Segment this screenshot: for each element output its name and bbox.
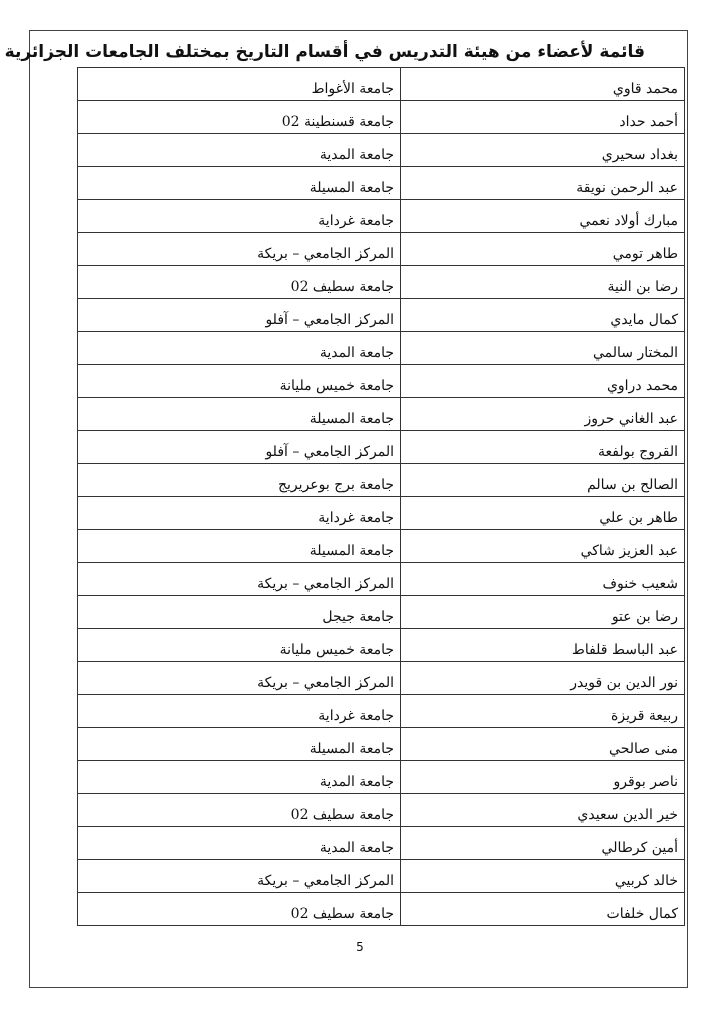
university-name: جامعة خميس مليانة — [279, 642, 394, 658]
university-cell — [78, 464, 401, 497]
university-name: جامعة غرداية — [318, 213, 394, 229]
university-name: جامعة المسيلة — [309, 543, 394, 559]
table-row — [78, 530, 685, 563]
university-name: جامعة سطيف 02 — [290, 906, 394, 922]
table-row — [78, 893, 685, 926]
university-name: جامعة المسيلة — [309, 411, 394, 427]
university-name: جامعة سطيف 02 — [290, 807, 394, 823]
university-cell — [78, 200, 401, 233]
member-name-cell — [401, 893, 685, 926]
university-cell — [78, 596, 401, 629]
university-name: جامعة غرداية — [318, 510, 394, 526]
university-cell — [78, 860, 401, 893]
university-cell — [78, 266, 401, 299]
member-name-cell — [401, 365, 685, 398]
member-name: خير الدين سعيدي — [577, 807, 678, 823]
table-row — [78, 563, 685, 596]
member-name-cell — [401, 200, 685, 233]
member-name-cell — [401, 563, 685, 596]
university-name: جامعة المسيلة — [309, 741, 394, 757]
university-cell — [78, 893, 401, 926]
member-name: محمد دراوي — [606, 378, 678, 394]
university-name: جامعة قسنطينة 02 — [281, 114, 394, 130]
document-title: قائمة لأعضاء من هيئة التدريس في أقسام التاريخ بمختلف الجامعات الجزائرية — [4, 42, 645, 62]
member-name: شعيب خنوف — [602, 576, 678, 592]
university-name: المركز الجامعي – آفلو — [265, 444, 394, 460]
university-name: جامعة المدية — [319, 345, 394, 361]
university-name: جامعة المدية — [319, 840, 394, 856]
member-name: أحمد حداد — [619, 114, 678, 130]
university-name: المركز الجامعي – بريكة — [257, 675, 394, 691]
member-name: طاهر تومي — [612, 246, 678, 262]
member-name-cell — [401, 101, 685, 134]
university-name: المركز الجامعي – آفلو — [265, 312, 394, 328]
member-name-cell — [401, 68, 685, 101]
member-name-cell — [401, 233, 685, 266]
table-row — [78, 134, 685, 167]
table-row — [78, 365, 685, 398]
member-name: محمد قاوي — [612, 81, 678, 97]
member-name-cell — [401, 332, 685, 365]
faculty-table-body — [78, 68, 685, 926]
university-name: جامعة سطيف 02 — [290, 279, 394, 295]
university-cell — [78, 794, 401, 827]
member-name: رضا بن النية — [607, 279, 678, 295]
member-name: الصالح بن سالم — [587, 477, 678, 493]
member-name-cell — [401, 728, 685, 761]
university-cell — [78, 761, 401, 794]
university-cell — [78, 629, 401, 662]
table-row — [78, 299, 685, 332]
member-name-cell — [401, 761, 685, 794]
member-name: القروج بولفعة — [598, 444, 678, 460]
table-row — [78, 629, 685, 662]
table-row — [78, 464, 685, 497]
member-name: مبارك أولاد نعمي — [579, 213, 678, 229]
member-name: منى صالحي — [609, 741, 678, 757]
table-row — [78, 761, 685, 794]
member-name-cell — [401, 497, 685, 530]
university-cell — [78, 365, 401, 398]
table-row — [78, 101, 685, 134]
faculty-table — [77, 67, 685, 926]
university-cell — [78, 827, 401, 860]
university-name: جامعة الأغواط — [311, 81, 394, 97]
table-row — [78, 827, 685, 860]
table-row — [78, 332, 685, 365]
table-row — [78, 200, 685, 233]
member-name: عبد الرحمن نويقة — [576, 180, 678, 196]
table-row — [78, 860, 685, 893]
university-name: المركز الجامعي – بريكة — [257, 873, 394, 889]
member-name: رضا بن عتو — [611, 609, 678, 625]
table-row — [78, 497, 685, 530]
university-cell — [78, 68, 401, 101]
member-name-cell — [401, 662, 685, 695]
university-name: المركز الجامعي – بريكة — [257, 576, 394, 592]
university-cell — [78, 101, 401, 134]
university-cell — [78, 431, 401, 464]
member-name: ربيعة قريزة — [611, 708, 678, 724]
member-name: ناصر بوقرو — [613, 774, 678, 790]
member-name-cell — [401, 794, 685, 827]
member-name-cell — [401, 530, 685, 563]
university-name: جامعة المدية — [319, 147, 394, 163]
table-row — [78, 728, 685, 761]
university-cell — [78, 299, 401, 332]
member-name: بغداد سحيري — [601, 147, 678, 163]
member-name: طاهر بن علي — [599, 510, 678, 526]
member-name: عبد العزيز شاكي — [580, 543, 678, 559]
university-name: جامعة المسيلة — [309, 180, 394, 196]
member-name-cell — [401, 827, 685, 860]
table-row — [78, 431, 685, 464]
table-row — [78, 695, 685, 728]
member-name-cell — [401, 167, 685, 200]
table-row — [78, 233, 685, 266]
member-name: نور الدين بن قويدر — [570, 675, 678, 691]
member-name-cell — [401, 695, 685, 728]
university-cell — [78, 662, 401, 695]
university-cell — [78, 563, 401, 596]
university-name: جامعة غرداية — [318, 708, 394, 724]
university-name: جامعة المدية — [319, 774, 394, 790]
member-name-cell — [401, 464, 685, 497]
member-name-cell — [401, 596, 685, 629]
table-row — [78, 596, 685, 629]
member-name-cell — [401, 398, 685, 431]
university-name: جامعة جيجل — [322, 609, 394, 625]
table-row — [78, 266, 685, 299]
member-name: أمين كرطالي — [601, 840, 678, 856]
university-cell — [78, 398, 401, 431]
member-name: خالد كربيي — [614, 873, 678, 889]
table-row — [78, 662, 685, 695]
member-name: المختار سالمي — [592, 345, 678, 361]
table-row — [78, 794, 685, 827]
university-cell — [78, 728, 401, 761]
university-cell — [78, 530, 401, 563]
university-cell — [78, 497, 401, 530]
table-row — [78, 398, 685, 431]
member-name: عبد الغاني حروز — [584, 411, 678, 427]
table-row — [78, 68, 685, 101]
member-name: كمال خلفات — [606, 906, 678, 922]
page-number: 5 — [356, 940, 364, 954]
member-name-cell — [401, 266, 685, 299]
member-name-cell — [401, 431, 685, 464]
university-cell — [78, 332, 401, 365]
member-name-cell — [401, 299, 685, 332]
university-cell — [78, 233, 401, 266]
member-name-cell — [401, 629, 685, 662]
university-cell — [78, 695, 401, 728]
member-name-cell — [401, 134, 685, 167]
university-name: جامعة خميس مليانة — [279, 378, 394, 394]
university-name: المركز الجامعي – بريكة — [257, 246, 394, 262]
university-cell — [78, 167, 401, 200]
university-cell — [78, 134, 401, 167]
university-name: جامعة برج بوعريريج — [278, 477, 394, 493]
member-name-cell — [401, 860, 685, 893]
member-name: عبد الباسط قلفاط — [571, 642, 678, 658]
table-row — [78, 167, 685, 200]
member-name: كمال مايدي — [610, 312, 678, 328]
